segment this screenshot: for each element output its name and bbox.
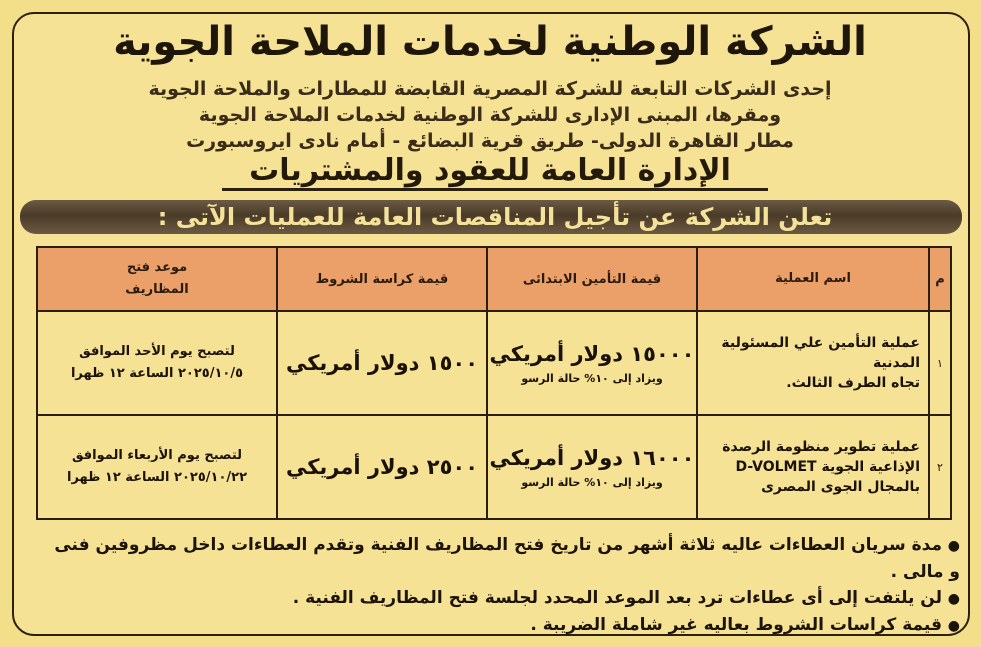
banner-text: تعلن الشركة عن تأجيل المناقصات العامة للعمليات الآتى : bbox=[157, 203, 833, 231]
header-operation-name: اسم العملية bbox=[697, 247, 929, 311]
opening-date bbox=[37, 311, 277, 415]
note-text: لن يلتفت إلى أى عطاءات ترد بعد الموعد المحدد لجلسة فتح المظاريف الفنية . bbox=[292, 588, 942, 608]
department-title: الإدارة العامة للعقود والمشتريات bbox=[249, 153, 731, 188]
header-opening-date bbox=[37, 247, 277, 311]
booklet-amount: ٢٥٠٠ دولار أمريكي bbox=[285, 455, 479, 479]
bullet-icon: ● bbox=[947, 618, 960, 634]
insurance-amount: ١٥٠٠٠ دولار أمريكي bbox=[489, 341, 695, 366]
header-booklet: قيمة كراسة الشروط bbox=[277, 247, 487, 311]
insurance-note: ويزاد إلى ١٠% حالة الرسو bbox=[521, 371, 663, 385]
insurance-note: ويزاد إلى ١٠% حالة الرسو bbox=[521, 475, 663, 489]
company-title: الشركة الوطنية لخدمات الملاحة الجوية bbox=[113, 19, 867, 65]
opening-date bbox=[37, 415, 277, 519]
bullet-icon: ● bbox=[947, 538, 960, 554]
insurance-value bbox=[487, 311, 697, 415]
department-underline bbox=[222, 188, 768, 191]
row-num: ٢ bbox=[929, 415, 951, 519]
note-text: قيمة كراسات الشروط بعاليه غير شاملة الضريبة . bbox=[530, 615, 942, 635]
header-num: م bbox=[929, 247, 951, 311]
operations-table bbox=[36, 246, 952, 520]
operation-name bbox=[697, 311, 929, 415]
note-item bbox=[40, 612, 960, 639]
opening-date-line2: ٢٠٢٥/١٠/٢٢ الساعة ١٢ ظهرا bbox=[66, 470, 248, 485]
insurance-value bbox=[487, 415, 697, 519]
notes-list bbox=[40, 532, 960, 639]
headquarters-line: ومقرها، المبنى الإدارى للشركة الوطنية لخدمات الملاحة الجوية bbox=[198, 104, 782, 126]
opening-date-line1: لتصبح يوم الأربعاء الموافق bbox=[71, 448, 243, 463]
header-insurance: قيمة التأمين الابتدائى bbox=[487, 247, 697, 311]
bullet-icon: ● bbox=[947, 591, 960, 607]
header-date-line2: المظاريف bbox=[125, 282, 189, 297]
row-num: ١ bbox=[929, 311, 951, 415]
operation-name-line3: بالمجال الجوى المصرى bbox=[761, 479, 920, 495]
booklet-amount: ١٥٠٠ دولار أمريكي bbox=[285, 351, 479, 375]
operation-name-line1: عملية التأمين علي المسئولية المدنية bbox=[721, 335, 920, 371]
operation-name-line2: تجاه الطرف الثالث. bbox=[786, 375, 920, 391]
header-date-line1: موعد فتح bbox=[126, 260, 188, 275]
booklet-value bbox=[277, 415, 487, 519]
note-item bbox=[40, 532, 960, 585]
booklet-value bbox=[277, 311, 487, 415]
opening-date-line2: ٢٠٢٥/١٠/٥ الساعة ١٢ ظهرا bbox=[70, 366, 244, 381]
table-row bbox=[37, 415, 951, 519]
operation-name-line2a: الإذاعية الجوية bbox=[821, 459, 920, 475]
insurance-amount: ١٦٠٠٠ دولار أمريكي bbox=[489, 445, 695, 470]
opening-date-line1: لتصبح يوم الأحد الموافق bbox=[79, 344, 235, 359]
address-line: مطار القاهرة الدولى- طريق قرية البضائع - أمام نادى ايروسبورت bbox=[186, 130, 794, 152]
affiliation-line: إحدى الشركات التابعة للشركة المصرية القابضة للمطارات والملاحة الجوية bbox=[148, 78, 832, 100]
operation-name-line1: عملية تطوير منظومة الرصدة bbox=[722, 439, 920, 455]
note-item bbox=[40, 585, 960, 612]
table-header-row bbox=[37, 247, 951, 311]
note-text: مدة سريان العطاءات عاليه ثلاثة أشهر من تاريخ فتح المظاريف الفنية وتقدم العطاءات داخل مظروفين فنى و مالى . bbox=[54, 535, 960, 582]
operation-name bbox=[697, 415, 929, 519]
operation-code: D-VOLMET bbox=[735, 459, 817, 475]
table-row bbox=[37, 311, 951, 415]
